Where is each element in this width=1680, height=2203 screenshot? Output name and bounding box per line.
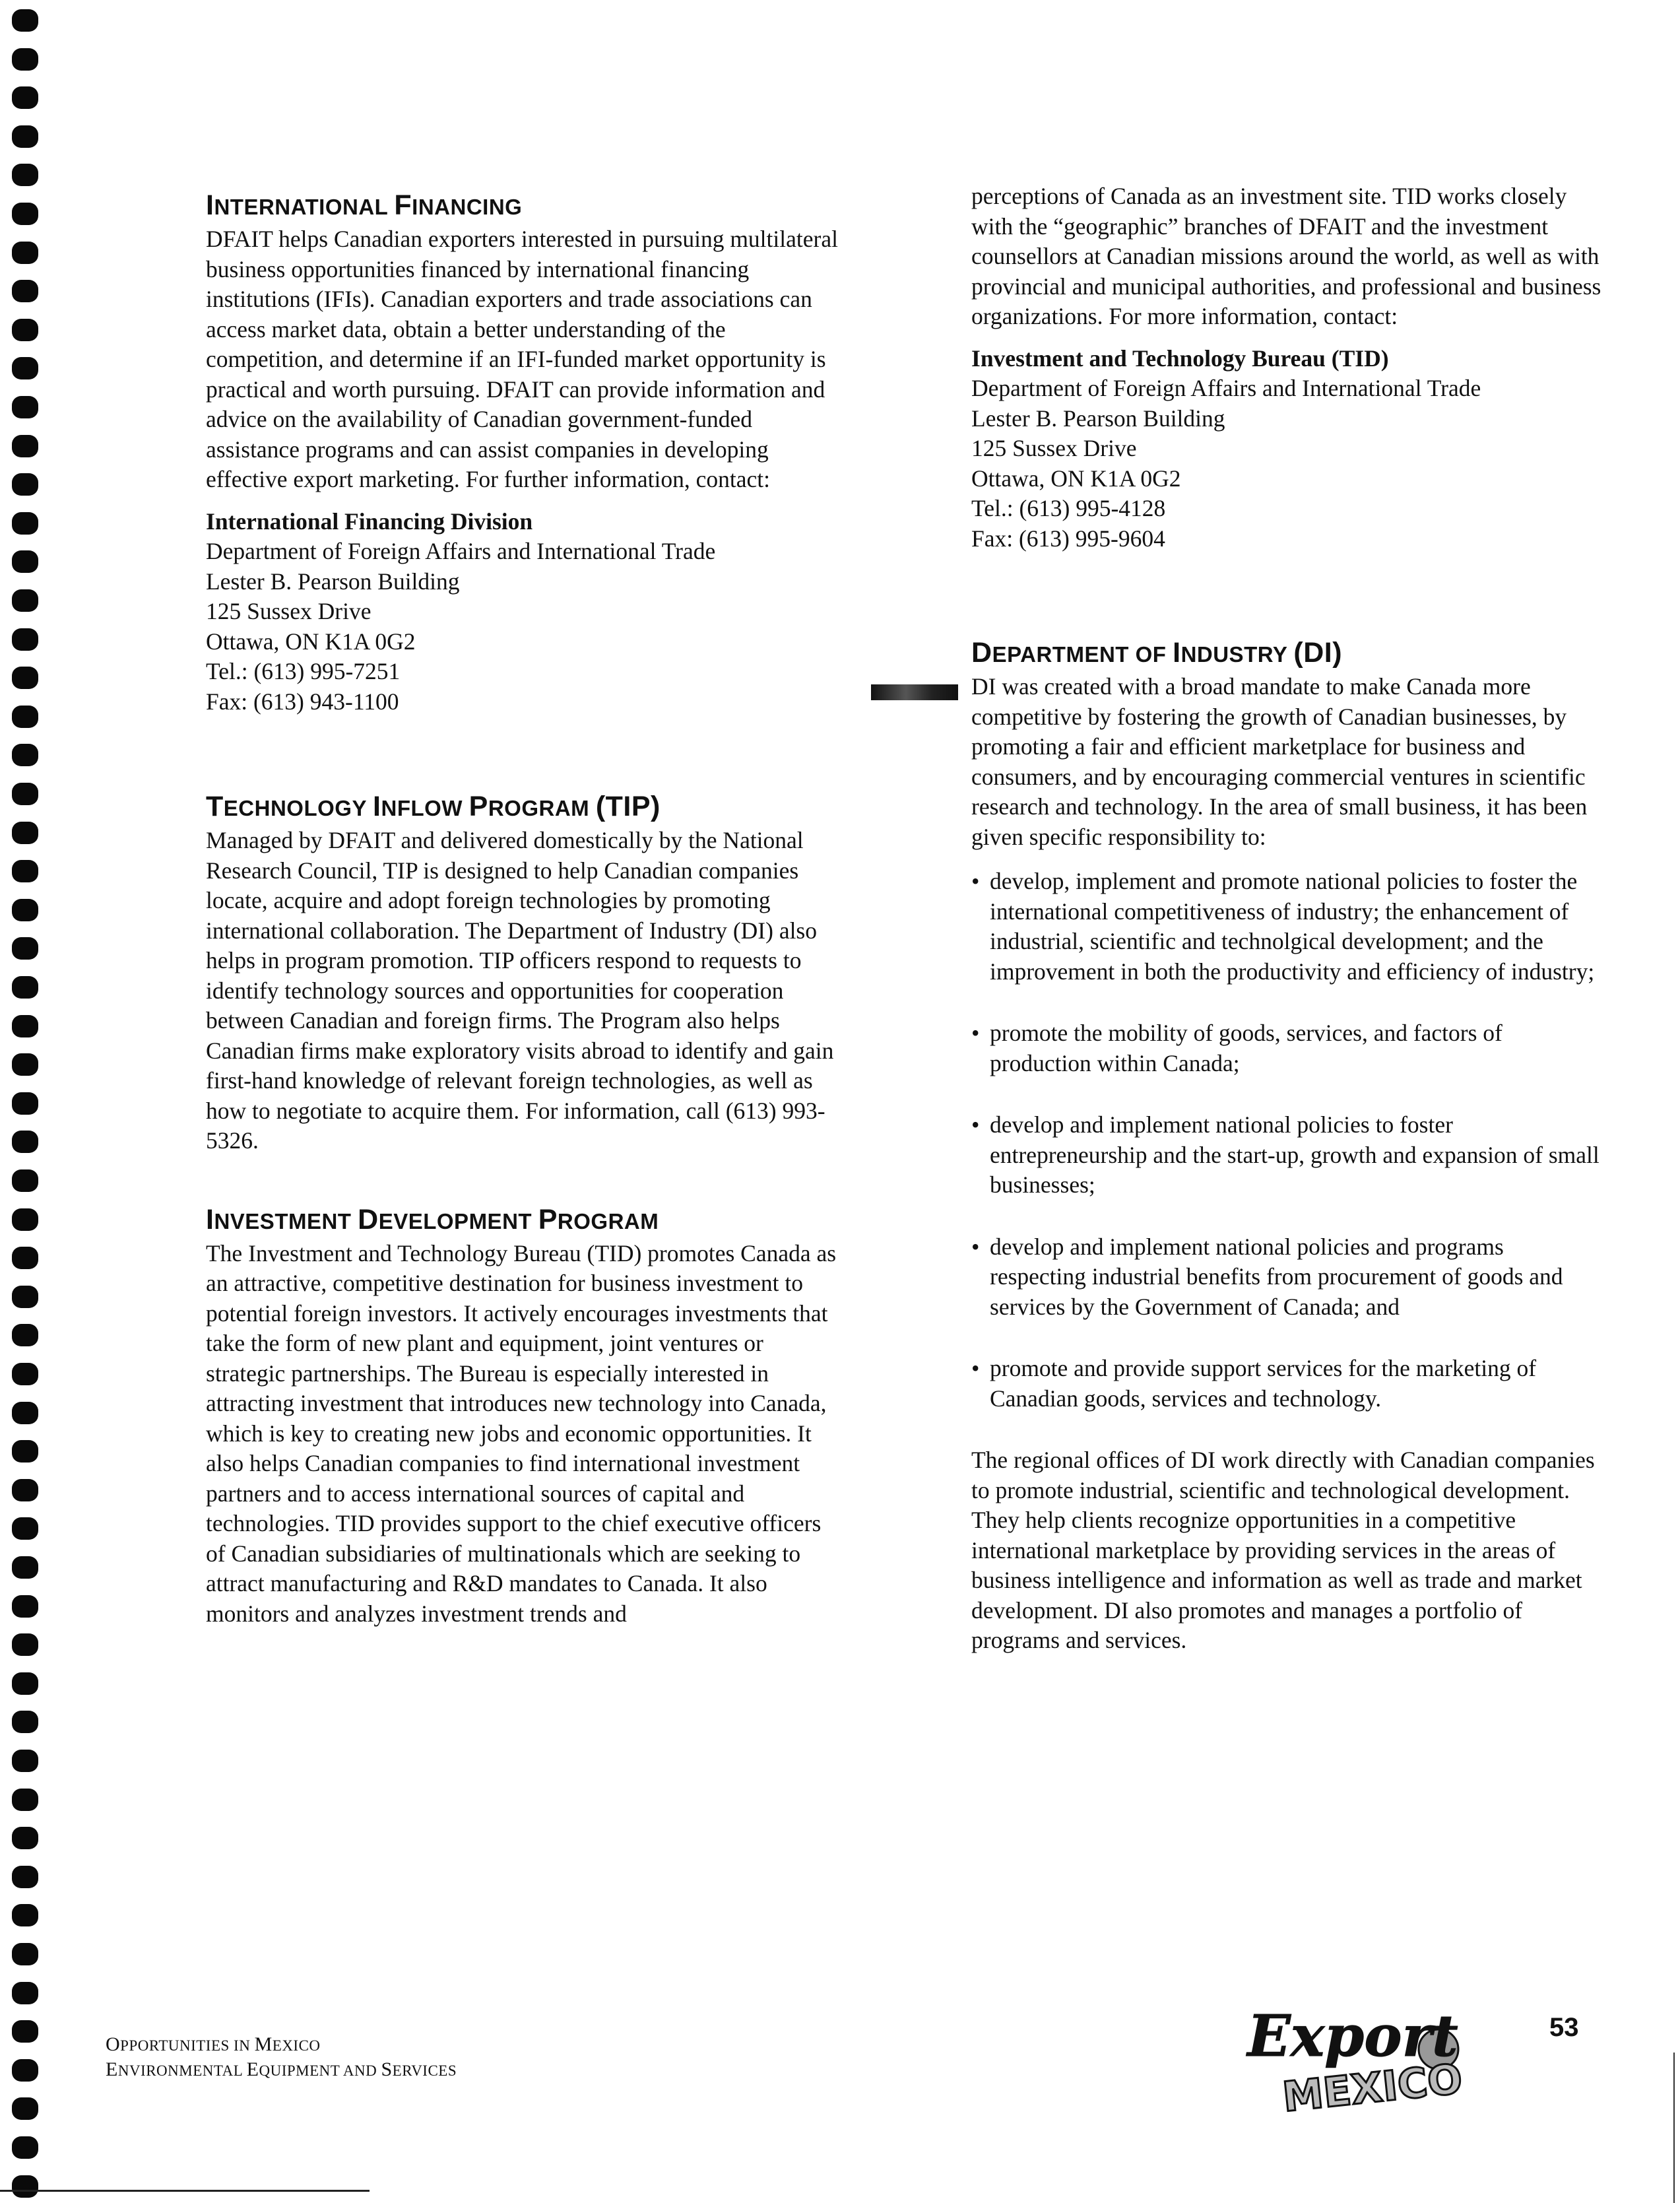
bullet-list bbox=[971, 867, 1605, 1414]
binding-hole-icon bbox=[12, 550, 38, 573]
binding-hole-icon bbox=[12, 280, 38, 302]
binding-hole-icon bbox=[12, 2097, 38, 2120]
binding-hole-icon bbox=[12, 744, 38, 766]
contact-dept: Department of Foreign Affairs and International Trade bbox=[971, 375, 1481, 401]
section-marker-icon bbox=[871, 684, 958, 700]
export-mexico-logo-icon bbox=[1247, 2003, 1471, 2122]
binding-hole-icon bbox=[12, 706, 38, 728]
contact-name: Investment and Technology Bureau (TID) bbox=[971, 345, 1389, 372]
section-intro: DI was created with a broad mandate to make Canada more competitive by fostering the growth of Canadian businesses, by promoting a fair and efficient marketplace for business and consumers, and by encouraging commercial ventures in scientific research and technology. In the area of small business, it has been given specific responsibility to: bbox=[971, 673, 1588, 850]
contact-city: Ottawa, ON K1A 0G2 bbox=[206, 628, 416, 655]
section-international-financing bbox=[206, 188, 839, 717]
binding-hole-icon bbox=[12, 783, 38, 805]
binding-hole-icon bbox=[12, 86, 38, 109]
page-number: 53 bbox=[1549, 2013, 1579, 2042]
binding-hole-icon bbox=[12, 319, 38, 341]
footer-line-1: OPPORTUNITIES IN MEXICO bbox=[106, 2033, 321, 2055]
contact-tel: Tel.: (613) 995-7251 bbox=[206, 658, 401, 684]
contact-dept: Department of Foreign Affairs and International Trade bbox=[206, 538, 716, 564]
binding-hole-icon bbox=[12, 48, 38, 71]
contact-block bbox=[971, 344, 1605, 554]
contact-building: Lester B. Pearson Building bbox=[206, 568, 460, 595]
binding-hole-icon bbox=[12, 1595, 38, 1618]
section-closing: The regional offices of DI work directly with Canadian companies to promote industrial, scientific and technological development. They help clients recognize opportunities in a competitive international marketplace by providing services in the areas of business intelligence and information as well as trade and market development. DI also promotes and manages a portfolio of programs and services. bbox=[971, 1447, 1595, 1653]
list-item: • promote the mobility of goods, services, and factors of production within Canada; bbox=[971, 1020, 1502, 1076]
bottom-rule bbox=[0, 2190, 370, 2192]
binding-hole-icon bbox=[12, 1053, 38, 1076]
right-rule bbox=[1673, 2053, 1675, 2203]
binding-hole-icon bbox=[12, 1092, 38, 1115]
binding-hole-icon bbox=[12, 9, 38, 32]
binding-hole-icon bbox=[12, 125, 38, 148]
section-title: INTERNATIONAL FINANCING bbox=[206, 189, 523, 221]
binding-hole-icon bbox=[12, 1324, 38, 1346]
logo-word-export: Export bbox=[1247, 2003, 1458, 2070]
binding-hole-icon bbox=[12, 1827, 38, 1849]
section-body: DFAIT helps Canadian exporters interested in pursuing multilateral business opportunities financed by international financing institutions (IFIs). Canadian exporters and trade associations can access market data, obtain a better understanding of the competition, and determine if an IFI-funded market opportunity is practical and worth pursuing. DFAIT can provide information and advice on the availability of Canadian government-funded assistance programs and can assist companies in developing effective export marketing. For further information, contact: bbox=[206, 226, 838, 492]
bullet-icon: • bbox=[971, 1355, 980, 1381]
binding-hole-icon bbox=[12, 1943, 38, 1965]
binding-hole-icon bbox=[12, 164, 38, 186]
contact-tel: Tel.: (613) 995-4128 bbox=[971, 495, 1166, 521]
binding-hole-icon bbox=[12, 512, 38, 535]
bullet-icon: • bbox=[971, 1233, 980, 1260]
section-technology-inflow-program bbox=[206, 789, 839, 1156]
list-item: • develop and implement national policies to foster entrepreneurship and the start-up, growth and expansion of small businesses; bbox=[971, 1111, 1599, 1198]
binding-hole-icon bbox=[12, 2136, 38, 2159]
section-title: INVESTMENT DEVELOPMENT PROGRAM bbox=[206, 1203, 659, 1235]
binding-hole-icon bbox=[12, 2175, 38, 2198]
bullet-icon: • bbox=[971, 1111, 980, 1138]
binding-hole-icon bbox=[12, 976, 38, 999]
spacer bbox=[971, 554, 1605, 636]
binding-hole-icon bbox=[12, 1633, 38, 1656]
spacer bbox=[206, 1156, 839, 1202]
binding-hole-icon bbox=[12, 1750, 38, 1772]
binding-hole-icon bbox=[12, 1247, 38, 1269]
page-footer bbox=[106, 2033, 457, 2083]
binding-hole-icon bbox=[12, 1982, 38, 2004]
binding-hole-icon bbox=[12, 1479, 38, 1501]
contact-street: 125 Sussex Drive bbox=[206, 598, 372, 624]
binding-hole-icon bbox=[12, 1363, 38, 1385]
binding-hole-icon bbox=[12, 435, 38, 457]
contact-city: Ottawa, ON K1A 0G2 bbox=[971, 465, 1181, 492]
binding-hole-icon bbox=[12, 1711, 38, 1733]
section-department-of-industry bbox=[971, 636, 1605, 1656]
section-body-continued: perceptions of Canada as an investment site. TID works closely with the “geographic” branches of DFAIT and the investment counsellors at Canadian missions around the world, as well as with provincial and municipal authorities, and professional and business organizations. For more information, contact: bbox=[971, 183, 1601, 329]
binding-hole-icon bbox=[12, 860, 38, 882]
list-item: • develop, implement and promote national policies to foster the international competitiveness of industry; the enhancement of industrial, scientific and technolgical development; and the improvement in both the productivity and efficiency of industry; bbox=[971, 868, 1595, 985]
binding-hole-icon bbox=[12, 937, 38, 960]
list-item: • develop and implement national policies and programs respecting industrial benefits from procurement of goods and services by the Government of Canada; and bbox=[971, 1233, 1563, 1320]
bullet-icon: • bbox=[971, 868, 980, 894]
binding-hole-icon bbox=[12, 396, 38, 418]
binding-hole-icon bbox=[12, 473, 38, 496]
binding-hole-icon bbox=[12, 1015, 38, 1037]
binding-hole-icon bbox=[12, 1866, 38, 1888]
binding-hole-icon bbox=[12, 589, 38, 612]
section-body: Managed by DFAIT and delivered domestically by the National Research Council, TIP is designed to help Canadian companies locate, acquire and adopt foreign technologies by promoting international collaboration. The Department of Industry (DI) also helps in program promotion. TIP officers respond to requests to identify technology sources and opportunities for cooperation between Canadian and foreign firms. The Program also helps Canadian firms make exploratory visits abroad to identify and gain first-hand knowledge of relevant foreign technologies, as well as how to negotiate to acquire them. For information, call (613) 993-5326. bbox=[206, 827, 834, 1154]
binding-hole-icon bbox=[12, 1789, 38, 1811]
binding-hole-icon bbox=[12, 2020, 38, 2043]
binding-hole-icon bbox=[12, 667, 38, 689]
binding-hole-icon bbox=[12, 242, 38, 264]
footer-line-2: ENVIRONMENTAL EQUIPMENT AND SERVICES bbox=[106, 2058, 457, 2080]
binding-hole-icon bbox=[12, 1169, 38, 1192]
contact-name: International Financing Division bbox=[206, 508, 533, 535]
spiral-binding bbox=[9, 0, 55, 2203]
binding-hole-icon bbox=[12, 1556, 38, 1579]
logo-word-mexico: MEXICO bbox=[1280, 2054, 1465, 2122]
binding-hole-icon bbox=[12, 899, 38, 921]
right-column bbox=[971, 181, 1605, 1656]
contact-block bbox=[206, 507, 839, 717]
binding-hole-icon bbox=[12, 1131, 38, 1153]
binding-hole-icon bbox=[12, 1672, 38, 1695]
binding-hole-icon bbox=[12, 1208, 38, 1231]
binding-hole-icon bbox=[12, 822, 38, 844]
binding-hole-icon bbox=[12, 2059, 38, 2082]
bullet-icon: • bbox=[971, 1020, 980, 1046]
section-investment-development-program bbox=[206, 1202, 839, 1629]
spacer bbox=[206, 717, 839, 789]
section-body: The Investment and Technology Bureau (TID) promotes Canada as an attractive, competitive destination for business investment to potential foreign investors. It actively encourages investments that take the form of new plant and equipment, joint ventures or strategic partnerships. The Bureau is especially interested in attracting investment that introduces new technology into Canada, which is key to creating new jobs and economic opportunities. It also helps Canadian companies to find international investment partners and to access international sources of capital and technologies. TID provides support to the chief executive officers of Canadian subsidiaries of multinationals which are seeking to attract manufacturing and R&D mandates to Canada. It also monitors and analyzes investment trends and bbox=[206, 1239, 837, 1627]
contact-fax: Fax: (613) 943-1100 bbox=[206, 688, 399, 715]
binding-hole-icon bbox=[12, 1402, 38, 1424]
contact-street: 125 Sussex Drive bbox=[971, 435, 1137, 461]
list-item: • promote and provide support services for the marketing of Canadian goods, services and technology. bbox=[971, 1355, 1537, 1412]
binding-hole-icon bbox=[12, 1440, 38, 1463]
section-title: TECHNOLOGY INFLOW PROGRAM (TIP) bbox=[206, 791, 661, 822]
binding-hole-icon bbox=[12, 1904, 38, 1926]
left-column bbox=[206, 188, 839, 1629]
contact-building: Lester B. Pearson Building bbox=[971, 405, 1225, 432]
binding-hole-icon bbox=[12, 357, 38, 379]
binding-hole-icon bbox=[12, 203, 38, 225]
binding-hole-icon bbox=[12, 1286, 38, 1308]
binding-hole-icon bbox=[12, 1517, 38, 1540]
section-title: DEPARTMENT OF INDUSTRY (DI) bbox=[971, 637, 1343, 669]
contact-fax: Fax: (613) 995-9604 bbox=[971, 525, 1165, 552]
binding-hole-icon bbox=[12, 628, 38, 651]
